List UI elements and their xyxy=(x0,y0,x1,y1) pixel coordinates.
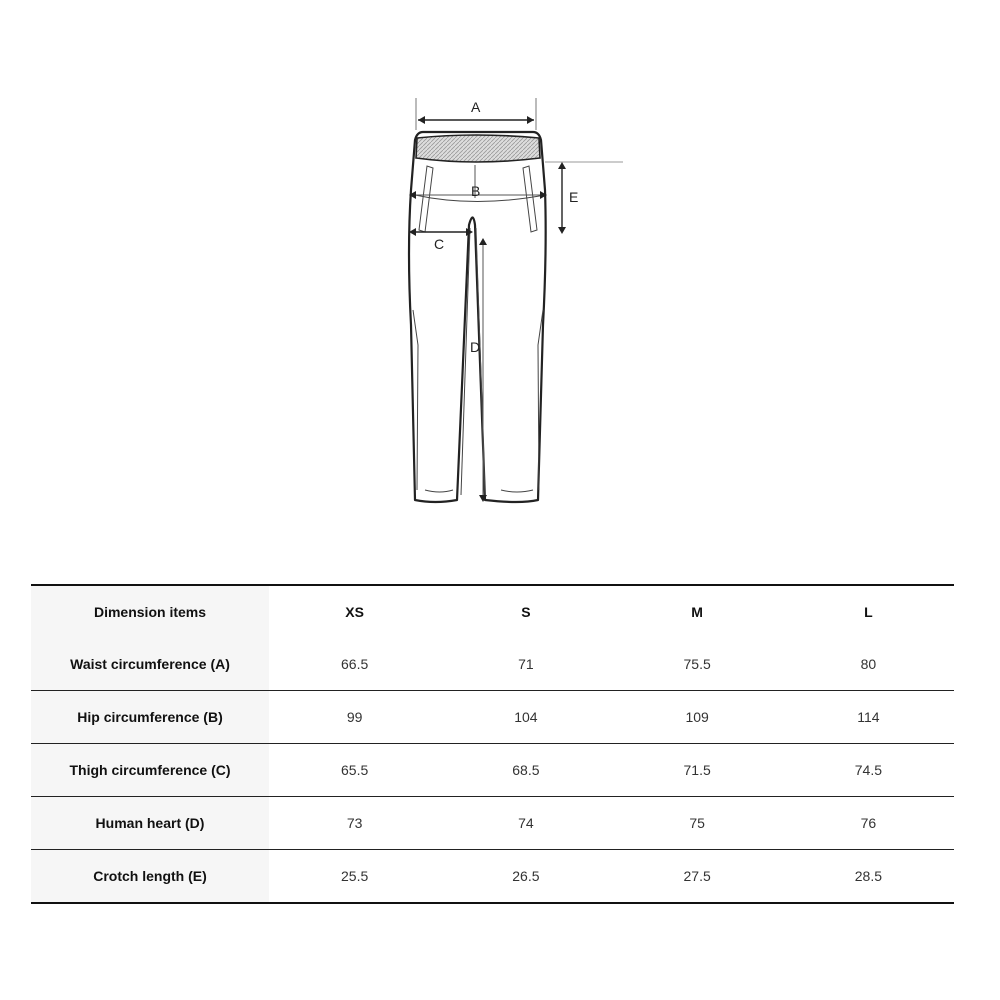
table-cell: 73 xyxy=(269,797,440,850)
pants-measurement-diagram xyxy=(395,90,635,510)
row-label: Thigh circumference (C) xyxy=(31,744,269,797)
table-row xyxy=(31,638,954,691)
header-size-m: M xyxy=(691,604,703,620)
label-c: C xyxy=(434,236,445,252)
table-row xyxy=(31,691,954,744)
table-cell: 71.5 xyxy=(612,744,783,797)
waistband xyxy=(416,135,540,162)
label-d: D xyxy=(470,339,481,355)
table-header-row xyxy=(31,585,954,638)
table-cell: 109 xyxy=(612,691,783,744)
header-size-s: S xyxy=(521,604,531,620)
header-size-xs: XS xyxy=(345,604,364,620)
table-cell: 75.5 xyxy=(612,638,783,691)
table-cell: 68.5 xyxy=(440,744,611,797)
label-e: E xyxy=(569,189,579,205)
table-cell: 65.5 xyxy=(269,744,440,797)
table-cell: 74 xyxy=(440,797,611,850)
table-cell: 66.5 xyxy=(269,638,440,691)
table-row xyxy=(31,797,954,850)
table-cell: 114 xyxy=(783,691,954,744)
table-cell: 75 xyxy=(612,797,783,850)
table-cell: 28.5 xyxy=(854,868,882,884)
table-cell: 80 xyxy=(783,638,954,691)
table-cell: 25.5 xyxy=(341,868,369,884)
label-a: A xyxy=(471,99,481,115)
table-row xyxy=(31,850,954,904)
row-label: Hip circumference (B) xyxy=(31,691,269,744)
header-dimension-items: Dimension items xyxy=(31,585,269,638)
table-cell: 71 xyxy=(440,638,611,691)
table-cell: 104 xyxy=(440,691,611,744)
row-label: Crotch length (E) xyxy=(31,850,269,904)
row-label: Human heart (D) xyxy=(31,797,269,850)
header-size-l: L xyxy=(864,604,873,620)
pants-illustration xyxy=(395,90,635,510)
table-cell: 76 xyxy=(783,797,954,850)
table-cell: 26.5 xyxy=(512,868,540,884)
rise-measurement-line xyxy=(545,162,623,234)
table-cell: 99 xyxy=(269,691,440,744)
table-row xyxy=(31,744,954,797)
table-cell: 74.5 xyxy=(783,744,954,797)
size-chart-table xyxy=(31,584,954,904)
row-label: Waist circumference (A) xyxy=(31,638,269,691)
table-cell: 27.5 xyxy=(683,868,711,884)
label-b: B xyxy=(471,183,481,199)
